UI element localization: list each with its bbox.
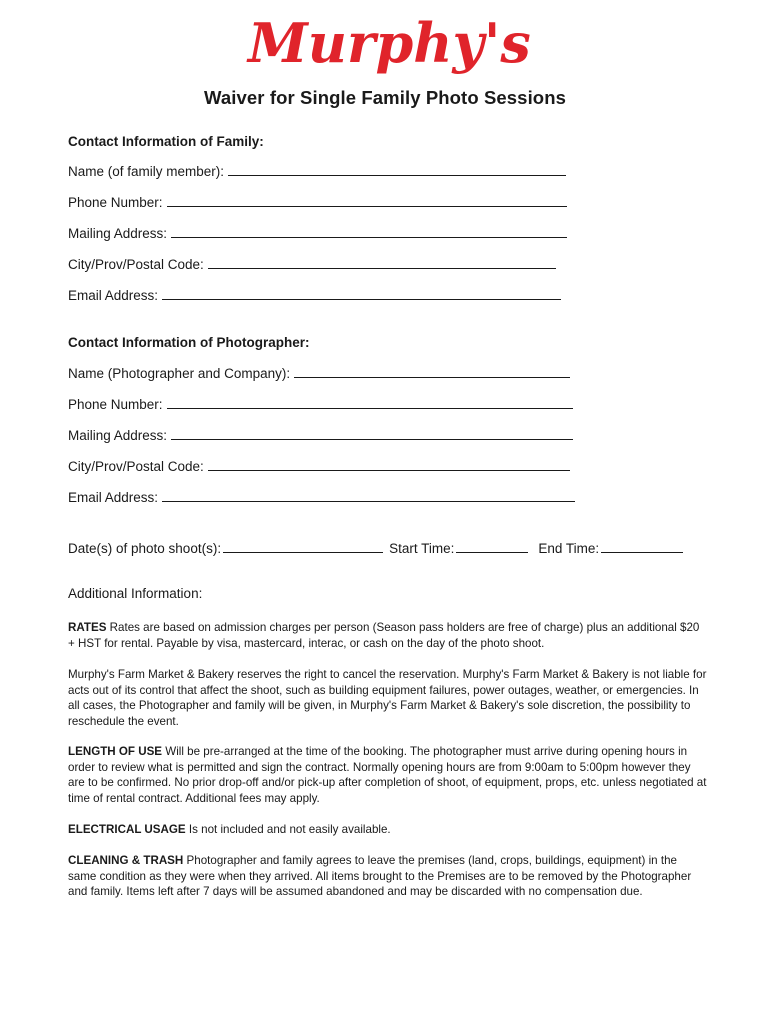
length-of-use-heading: LENGTH OF USE [68,745,163,758]
family-name-label: Name (of family member): [68,164,225,179]
photographer-email-label: Email Address: [68,490,159,505]
photographer-mailing-label: Mailing Address: [68,428,168,443]
shoot-dates-row [68,541,683,556]
shoot-dates-line[interactable] [223,541,383,553]
electrical-paragraph [68,822,708,838]
family-name-field[interactable] [68,164,566,179]
photographer-mailing-line[interactable] [171,428,573,440]
family-email-label: Email Address: [68,288,159,303]
photographer-section-heading: Contact Information of Photographer: [68,335,310,350]
cleaning-text: Photographer and family agrees to leave the premises (land, crops, buildings, equipment) in the same condition as they were when they arrived. All items brought to the Premises are to be removed by the Photographer and family. Items left after 7 days will be assumed abandoned and may be discarded with no compensation due. [68,854,692,899]
family-city-label: City/Prov/Postal Code: [68,257,204,272]
document-title: Waiver for Single Family Photo Sessions [204,87,566,108]
reservation-paragraph [68,667,708,729]
photographer-name-label: Name (Photographer and Company): [68,366,291,381]
length-of-use-paragraph [68,744,708,806]
start-time-line[interactable] [456,541,528,553]
electrical-heading: ELECTRICAL USAGE [68,823,186,836]
photographer-phone-line[interactable] [167,397,573,409]
family-phone-label: Phone Number: [68,195,163,210]
photographer-phone-field[interactable] [68,397,573,412]
rates-paragraph [68,620,708,651]
photographer-phone-label: Phone Number: [68,397,163,412]
photographer-name-line[interactable] [294,366,570,378]
family-phone-field[interactable] [68,195,567,210]
family-phone-line[interactable] [167,195,567,207]
family-section-heading: Contact Information of Family: [68,134,264,149]
photographer-email-line[interactable] [162,490,575,502]
photographer-mailing-field[interactable] [68,428,573,443]
logo-text: Murphy's [248,11,531,75]
family-mailing-label: Mailing Address: [68,226,168,241]
rates-heading: RATES [68,621,107,634]
photographer-city-field[interactable] [68,459,570,474]
family-city-line[interactable] [208,257,556,269]
shoot-dates-label: Date(s) of photo shoot(s): [68,541,222,556]
murphys-logo [240,4,531,90]
family-city-field[interactable] [68,257,556,272]
length-of-use-text: Will be pre-arranged at the time of the booking. The photographer must arrive during opening hours in order to review what is permitted and sign the contract. Normally opening hours are from 9:00am to 5:00pm however they are to be confirmed. No prior drop-off and/or pick-up after completion of shoot, of equipment, props, etc. unless negotiated at time of rental contract. Additional fees may apply. [68,745,707,805]
family-name-line[interactable] [228,164,566,176]
cleaning-heading: CLEANING & TRASH [68,854,184,867]
cleaning-paragraph [68,853,708,900]
family-mailing-line[interactable] [171,226,567,238]
additional-information-label: Additional Information: [68,586,203,601]
photographer-city-line[interactable] [208,459,570,471]
end-time-label: End Time: [538,541,600,556]
photographer-name-field[interactable] [68,366,570,381]
family-email-field[interactable] [68,288,561,303]
start-time-label: Start Time: [389,541,455,556]
reservation-text: Murphy's Farm Market & Bakery reserves the right to cancel the reservation. Murphy's Farm Market & Bakery is not liable for acts out of its control that affect the shoot, such as building equipment failures, power outages, weather, or emergencies. In all cases, the Photographer and family will be given, in Murphy's Farm Market & Bakery's sole discretion, the possibility to reschedule the event. [68,668,707,728]
family-email-line[interactable] [162,288,561,300]
end-time-line[interactable] [601,541,683,553]
electrical-text: Is not included and not easily available. [188,823,391,836]
photographer-city-label: City/Prov/Postal Code: [68,459,204,474]
family-mailing-field[interactable] [68,226,567,241]
photographer-email-field[interactable] [68,490,575,505]
rates-text: Rates are based on admission charges per person (Season pass holders are free of charge) plus an additional $20 + HST for rental. Payable by visa, mastercard, interac, or cash on the day of the photo shoot. [68,621,700,650]
